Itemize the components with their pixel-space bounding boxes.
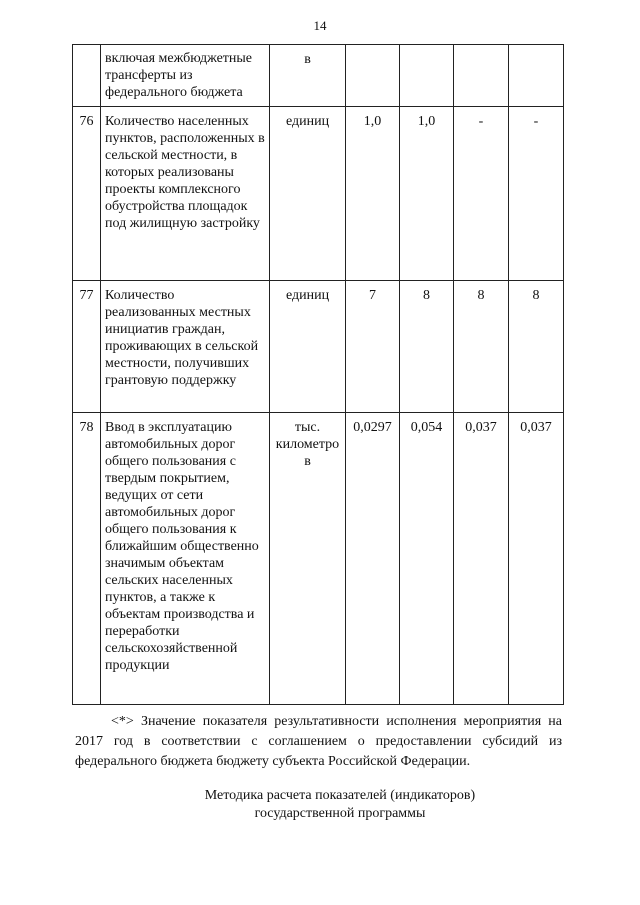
value-cell: 0,037 xyxy=(454,413,509,705)
methodology-heading-line-1: Методика расчета показателей (индикаторов) xyxy=(204,788,476,803)
unit-cell: единиц xyxy=(270,281,346,413)
indicator-name: Количество реализованных местных инициатив граждан, проживающих в сельской местности, получивших грантовую поддержку xyxy=(101,281,270,413)
unit-cell: единиц xyxy=(270,107,346,281)
indicator-name: Ввод в эксплуатацию автомобильных дорог общего пользования с твердым покрытием, ведущих от сети автомобильных дорог общего пользования к ближайшим общественно значимым объектам сельских населенных пунктов, а также к объектам производства и переработки сельскохозяйственной продукции xyxy=(101,413,270,705)
value-cell: 8 xyxy=(509,281,564,413)
unit-cell: тыс. километро в xyxy=(270,413,346,705)
row-number: 77 xyxy=(73,281,101,413)
value-cell: 1,0 xyxy=(346,107,400,281)
table-row xyxy=(73,107,564,281)
row-number: 76 xyxy=(73,107,101,281)
value-cell: 1,0 xyxy=(400,107,454,281)
methodology-heading xyxy=(60,787,620,823)
value-cell xyxy=(509,45,564,107)
value-cell: 0,037 xyxy=(509,413,564,705)
value-cell xyxy=(400,45,454,107)
footnote: <*> Значение показателя результативности исполнения мероприятия на 2017 год в соответствии с соглашением о предоставлении субсидий из федерального бюджета бюджету субъекта Российской Федерации. xyxy=(75,714,562,769)
value-cell: 8 xyxy=(400,281,454,413)
row-number xyxy=(73,45,101,107)
value-cell: 8 xyxy=(454,281,509,413)
value-cell: 0,0297 xyxy=(346,413,400,705)
row-number: 78 xyxy=(73,413,101,705)
table-row xyxy=(73,413,564,705)
table-row xyxy=(73,281,564,413)
value-cell xyxy=(454,45,509,107)
value-cell: 7 xyxy=(346,281,400,413)
indicators-table xyxy=(72,44,564,705)
value-cell: 0,054 xyxy=(400,413,454,705)
table-row xyxy=(73,45,564,107)
value-cell xyxy=(346,45,400,107)
indicator-name: Количество населенных пунктов, расположенных в сельской местности, в которых реализованы проекты комплексного обустройства площадок под жилищную застройку xyxy=(101,107,270,281)
indicator-name: включая межбюджетные трансферты из федерального бюджета xyxy=(101,45,270,107)
methodology-heading-line-2: государственной программы xyxy=(254,806,426,821)
value-cell: - xyxy=(509,107,564,281)
unit-cell: в xyxy=(270,45,346,107)
value-cell: - xyxy=(454,107,509,281)
page-number: 14 xyxy=(313,18,327,33)
